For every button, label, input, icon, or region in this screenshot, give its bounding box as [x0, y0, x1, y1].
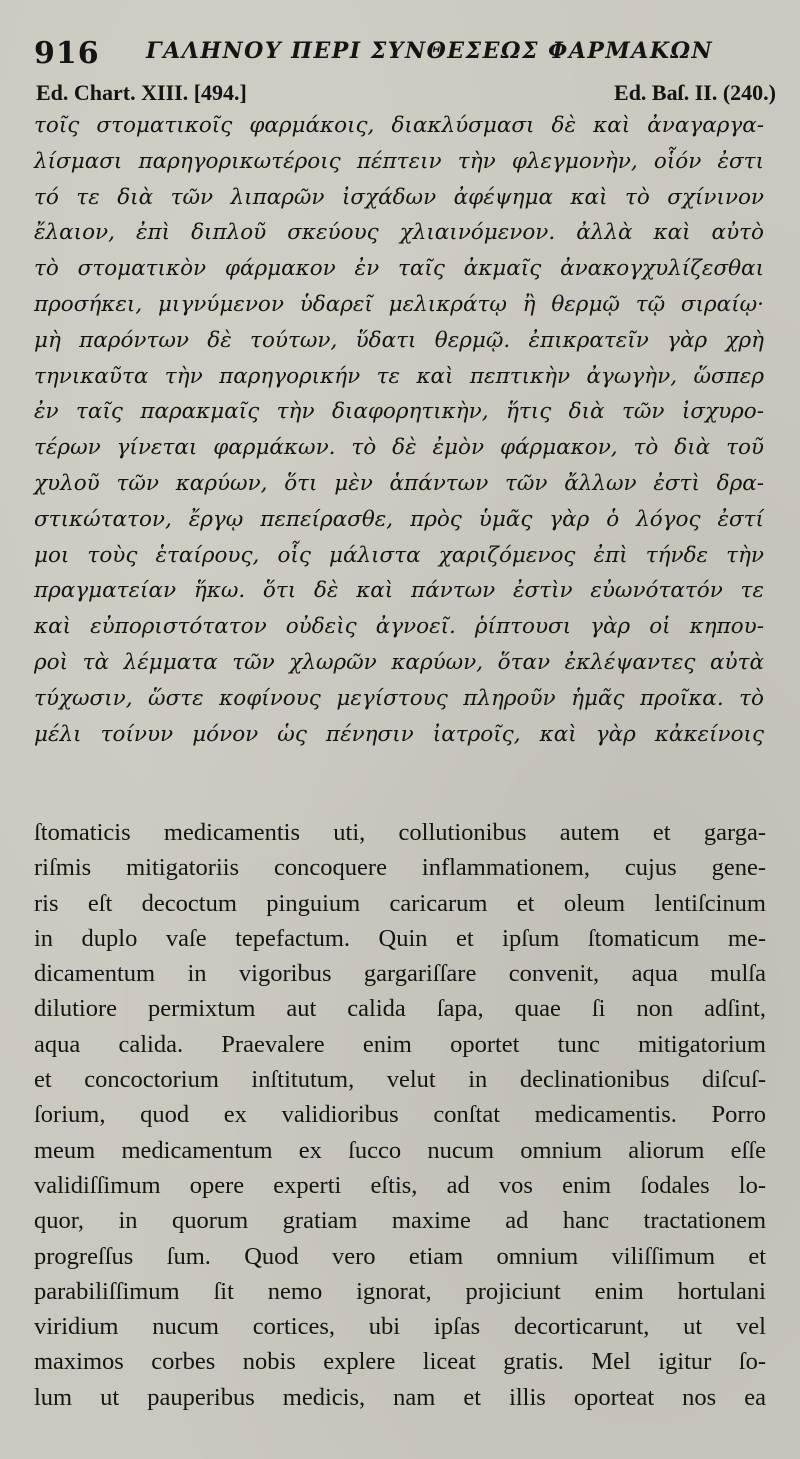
latin-text-line: in duplo vaſe tepefactum. Quin et ipſum ſtomaticum me-: [34, 924, 766, 952]
edition-reference-left: Ed. Chart. XIII. [494.]: [36, 80, 247, 105]
latin-text-line: aqua calida. Praevalere enim oportet tunc mitigatorium: [34, 1030, 766, 1058]
latin-text-block: [34, 815, 766, 1415]
greek-text-line: πραγματείαν ἥκω. ὅτι δὲ καὶ πάντων ἐστὶν εὐωνότατόν τε: [34, 578, 764, 604]
latin-text-line: lum ut pauperibus medicis, nam et illis oporteat nos ea: [34, 1383, 766, 1411]
greek-text-line: καὶ εὐποριστότατον οὐδεὶς ἀγνοεῖ. ῥίπτουσι γὰρ οἱ κηπου-: [34, 614, 764, 640]
latin-text-line: meum medicamentum ex ſucco nucum omnium aliorum eſſe: [34, 1136, 766, 1164]
page-header: [34, 36, 774, 86]
greek-text-line: μοι τοὺς ἑταίρους, οἷς μάλιστα χαριζόμενος ἐπὶ τήνδε τὴν: [34, 542, 764, 568]
greek-text-line: ἔλαιον, ἐπὶ διπλοῦ σκεύους χλιαινόμενον. ἀλλὰ καὶ αὐτὸ: [34, 220, 764, 246]
latin-text-line: ris eſt decoctum pinguium caricarum et oleum lentiſcinum: [34, 889, 766, 917]
latin-text-line: progreſſus ſum. Quod vero etiam omnium viliſſimum et: [34, 1242, 766, 1270]
greek-text-line: μὴ παρόντων δὲ τούτων, ὕδατι θερμῷ. ἐπικρατεῖν γὰρ χρὴ: [34, 327, 764, 353]
latin-text-line: ſtomaticis medicamentis uti, collutionibus autem et garga-: [34, 819, 766, 846]
latin-text-line: parabiliſſimum ſit nemo ignorat, projiciunt enim hortulani: [34, 1277, 766, 1305]
greek-text-block: [34, 108, 764, 752]
latin-text-line: ſorium, quod ex validioribus conſtat medicamentis. Porro: [34, 1101, 766, 1129]
greek-text-line: στικώτατον, ἔργῳ πεπείρασθε, πρὸς ὑμᾶς γὰρ ὁ λόγος ἐστί: [34, 506, 764, 532]
greek-text-line: μέλι τοίνυν μόνον ὡς πένησιν ἰατροῖς, καὶ γὰρ κἀκείνοις: [34, 721, 764, 747]
latin-text-line: riſmis mitigatoriis concoquere inflammationem, cujus gene-: [34, 854, 766, 882]
latin-text-line: viridium nucum cortices, ubi ipſas decorticarunt, ut vel: [34, 1313, 766, 1341]
greek-text-line: τέρων γίνεται φαρμάκων. τὸ δὲ ἐμὸν φάρμακον, τὸ διὰ τοῦ: [34, 435, 764, 461]
greek-text-line: ροὶ τὰ λέμματα τῶν χλωρῶν καρύων, ὅταν ἐκλέψαντες αὐτὰ: [34, 649, 764, 675]
running-title: ΓΑΛΗΝΟΥ ΠΕΡΙ ΣΥΝΘΕΣΕΩΣ ΦΑΡΜΑΚΩΝ: [146, 38, 714, 64]
greek-text-line: προσήκει, μιγνύμενον ὑδαρεῖ μελικράτῳ ἢ θερμῷ τῷ σιραίῳ·: [34, 291, 764, 317]
greek-text-line: τοῖς στοματικοῖς φαρμάκοις, διακλύσμασι δὲ καὶ ἀναγαργα-: [34, 113, 764, 138]
latin-text-line: dilutiore permixtum aut calida ſapa, quae ſi non adſint,: [34, 995, 766, 1023]
greek-text-line: χυλοῦ τῶν καρύων, ὅτι μὲν ἁπάντων τῶν ἄλλων ἐστὶ δρα-: [34, 470, 764, 496]
greek-text-line: λίσμασι παρηγορικωτέροις πέπτειν τὴν φλεγμονὴν, οἷόν ἐστι: [34, 148, 764, 174]
latin-text-line: et concoctorium inſtitutum, velut in declinationibus diſcuſ-: [34, 1066, 766, 1094]
latin-text-line: validiſſimum opere experti eſtis, ad vos enim ſodales lo-: [34, 1171, 766, 1199]
greek-text-line: τύχωσιν, ὥστε κοφίνους μεγίστους πληροῦν ἡμᾶς προῖκα. τὸ: [34, 685, 764, 711]
greek-text-line: τό τε διὰ τῶν λιπαρῶν ἰσχάδων ἀφέψημα καὶ τὸ σχίνινον: [34, 184, 764, 210]
greek-text-line: τὸ στοματικὸν φάρμακον ἐν ταῖς ἀκμαῖς ἀνακογχυλίζεσθαι: [34, 256, 764, 282]
latin-text-line: quor, in quorum gratiam maxime ad hanc tractationem: [34, 1207, 766, 1235]
greek-text-line: τηνικαῦτα τὴν παρηγορικήν τε καὶ πεπτικὴν ἀγωγὴν, ὥσπερ: [34, 363, 764, 389]
greek-text-line: ἐν ταῖς παρακμαῖς τὴν διαφορητικὴν, ἥτις διὰ τῶν ἰσχυρο-: [34, 399, 764, 425]
latin-text-line: maximos corbes nobis explere liceat gratis. Mel igitur ſo-: [34, 1348, 766, 1376]
edition-reference-right: Ed. Baſ. II. (240.): [614, 80, 776, 105]
latin-text-line: dicamentum in vigoribus gargariſſare convenit, aqua mulſa: [34, 960, 766, 988]
page-number: 916: [34, 36, 100, 71]
edition-reference-line: [36, 80, 776, 110]
